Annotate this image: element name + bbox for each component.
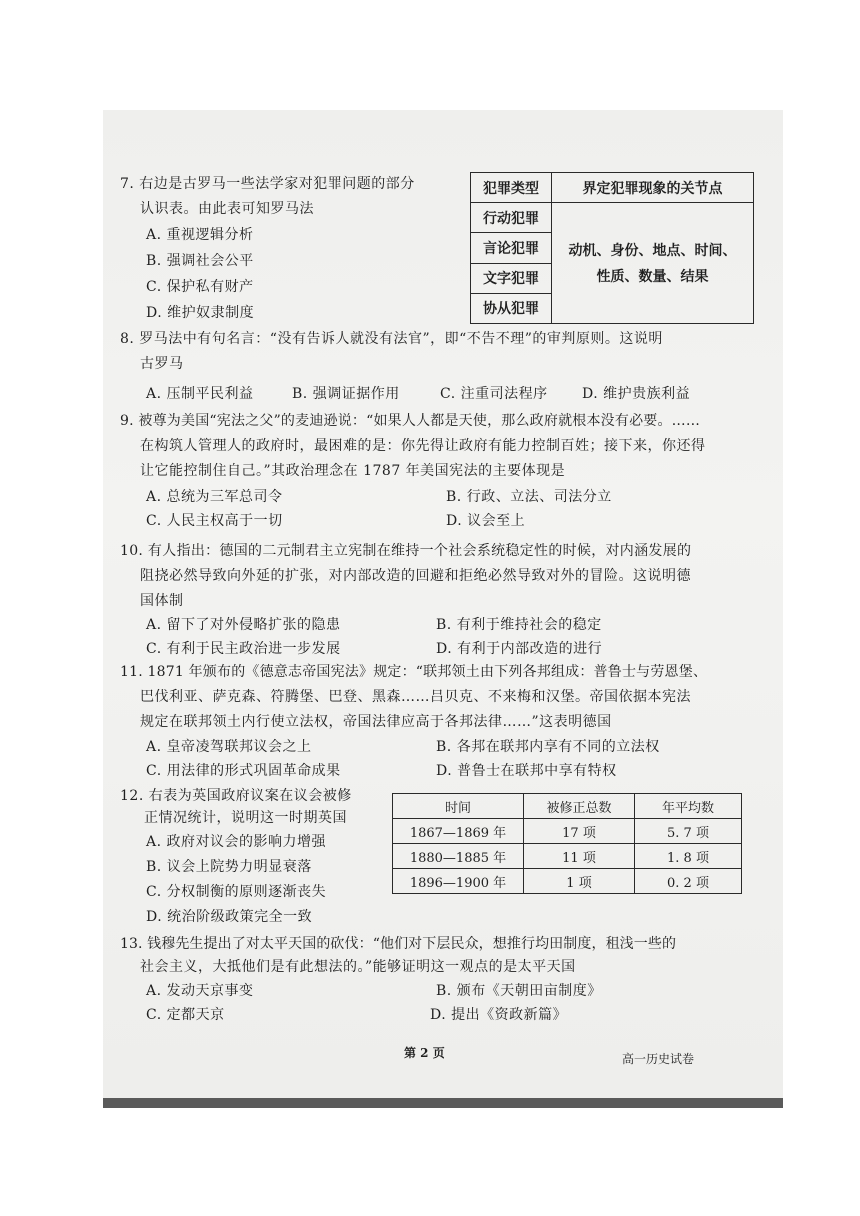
- q12-table-cell: 1. 8 项: [635, 844, 742, 869]
- q7-table-detail-line2: 性质、数量、结果: [596, 269, 709, 286]
- q9-stem-line2: 在构筑人管理人的政府时，最困难的是：你先得让政府有能力控制百姓；接下来，你还得: [140, 438, 706, 454]
- q11-option-d: D. 普鲁士在联邦中享有特权: [436, 763, 617, 779]
- q12-option-c: C. 分权制衡的原则逐渐丧失: [146, 884, 327, 900]
- q12-table-cell: 1880—1885 年: [393, 844, 524, 869]
- q11-option-a: A. 皇帝凌驾联邦议会之上: [146, 739, 312, 755]
- q7-option-d: D. 维护奴隶制度: [146, 305, 255, 321]
- q7-table-row-accomplice: 协从犯罪: [471, 293, 552, 323]
- q10-stem-line2: 阻挠必然导致向外延的扩张，对内部改造的回避和拒绝必然导致对外的冒险。这说明德: [140, 568, 691, 584]
- q7-table-row-action: 行动犯罪: [471, 203, 552, 233]
- q10-option-a: A. 留下了对外侵略扩张的隐患: [146, 617, 341, 633]
- q12-option-b: B. 议会上院势力明显衰落: [146, 859, 312, 875]
- q8-option-a: A. 压制平民利益: [146, 386, 254, 402]
- q10-option-b: B. 有利于维持社会的稳定: [436, 617, 602, 633]
- q10-stem-line1: 10. 有人指出：德国的二元制君主立宪制在维持一个社会系统稳定性的时候，对内涵发展的: [120, 543, 692, 559]
- q13-option-a: A. 发动天京事变: [146, 983, 254, 999]
- q11-stem-line1: 11. 1871 年颁布的《德意志帝国宪法》规定：“联邦领土由下列各邦组成：普鲁士与劳恩堡、: [120, 664, 708, 680]
- q13-option-b: B. 颁布《天朝田亩制度》: [436, 983, 602, 999]
- q7-option-a: A. 重视逻辑分析: [146, 227, 254, 243]
- paper-shadow-edge: [103, 1098, 783, 1108]
- q10-option-d: D. 有利于内部改造的进行: [436, 641, 603, 657]
- q12-table-cell: 0. 2 项: [635, 869, 742, 894]
- q7-option-b: B. 强调社会公平: [146, 253, 254, 269]
- q12-table-header-total: 被修正总数: [524, 794, 635, 819]
- q9-option-b: B. 行政、立法、司法分立: [446, 489, 612, 505]
- q12-stem-line1: 12. 右表为英国政府议案在议会被修: [120, 788, 352, 804]
- q7-table-detail-cell: [552, 203, 754, 324]
- q7-option-c: C. 保护私有财产: [146, 279, 254, 295]
- q12-option-a: A. 政府对议会的影响力增强: [146, 834, 327, 850]
- q13-option-d: D. 提出《资政新篇》: [430, 1007, 568, 1023]
- q8-option-d: D. 维护贵族利益: [582, 386, 691, 402]
- q11-stem-line2: 巴伐利亚、萨克森、符腾堡、巴登、黑森……吕贝克、不来梅和汉堡。帝国依据本宪法: [140, 689, 691, 705]
- q12-option-d: D. 统治阶级政策完全一致: [146, 909, 313, 925]
- q9-option-a: A. 总统为三军总司令: [146, 489, 283, 505]
- q12-table-cell: 11 项: [524, 844, 635, 869]
- q9-stem-line1: 9. 被尊为美国“宪法之父”的麦迪逊说：“如果人人都是天使，那么政府就根本没有必要。……: [120, 413, 701, 429]
- page-number: 第 2 页: [404, 1046, 445, 1060]
- q8-option-c: C. 注重司法程序: [440, 386, 548, 402]
- q9-stem-line3: 让它能控制住自己。”其政治理念在 1787 年美国宪法的主要体现是: [140, 463, 566, 479]
- q10-option-c: C. 有利于民主政治进一步发展: [146, 641, 341, 657]
- q8-stem-line1: 8. 罗马法中有句名言：“没有告诉人就没有法官”，即“不告不理”的审判原则。这说明: [120, 331, 663, 347]
- q9-option-c: C. 人民主权高于一切: [146, 513, 283, 529]
- q7-table-row-speech: 言论犯罪: [471, 233, 552, 263]
- q11-option-b: B. 各邦在联邦内享有不同的立法权: [436, 739, 660, 755]
- q13-stem-line1: 13. 钱穆先生提出了对太平天国的砍伐：“他们对下层民众，想推行均田制度，租浅一些的: [120, 936, 677, 952]
- q12-table-cell: 1896—1900 年: [393, 869, 524, 894]
- q13-option-c: C. 定都天京: [146, 1007, 225, 1023]
- q12-table-cell: 17 项: [524, 819, 635, 844]
- q8-stem-line2: 古罗马: [140, 356, 184, 372]
- q12-table-cell: 5. 7 项: [635, 819, 742, 844]
- q11-stem-line3: 规定在联邦领土内行使立法权，帝国法律应高于各邦法律……”这表明德国: [140, 714, 612, 730]
- q7-table-row-writing: 文字犯罪: [471, 263, 552, 293]
- q12-amendment-table: [392, 793, 742, 894]
- q7-table-header-type: 犯罪类型: [471, 173, 552, 203]
- q7-stem-line1: 7. 右边是古罗马一些法学家对犯罪问题的部分: [120, 176, 415, 192]
- q13-stem-line2: 社会主义，大抵他们是有此想法的。”能够证明这一观点的是太平天国: [140, 959, 576, 975]
- q12-stem-line2: 正情况统计，说明这一时期英国: [144, 810, 347, 826]
- q12-table-header-time: 时间: [393, 794, 524, 819]
- q7-table-header-points: 界定犯罪现象的关节点: [552, 173, 754, 203]
- q10-stem-line3: 国体制: [140, 593, 184, 609]
- q12-table-header-average: 年平均数: [635, 794, 742, 819]
- q7-table-detail-line1: 动机、身份、地点、时间、: [568, 243, 737, 260]
- exam-title: 高一历史试卷: [622, 1052, 695, 1066]
- q12-table-cell: 1867—1869 年: [393, 819, 524, 844]
- q7-stem-line2: 认识表。由此表可知罗马法: [140, 201, 314, 217]
- q9-option-d: D. 议会至上: [446, 513, 526, 529]
- q11-option-c: C. 用法律的形式巩固革命成果: [146, 763, 341, 779]
- q8-option-b: B. 强调证据作用: [292, 386, 400, 402]
- q12-table-cell: 1 项: [524, 869, 635, 894]
- q7-crime-table: [470, 172, 754, 324]
